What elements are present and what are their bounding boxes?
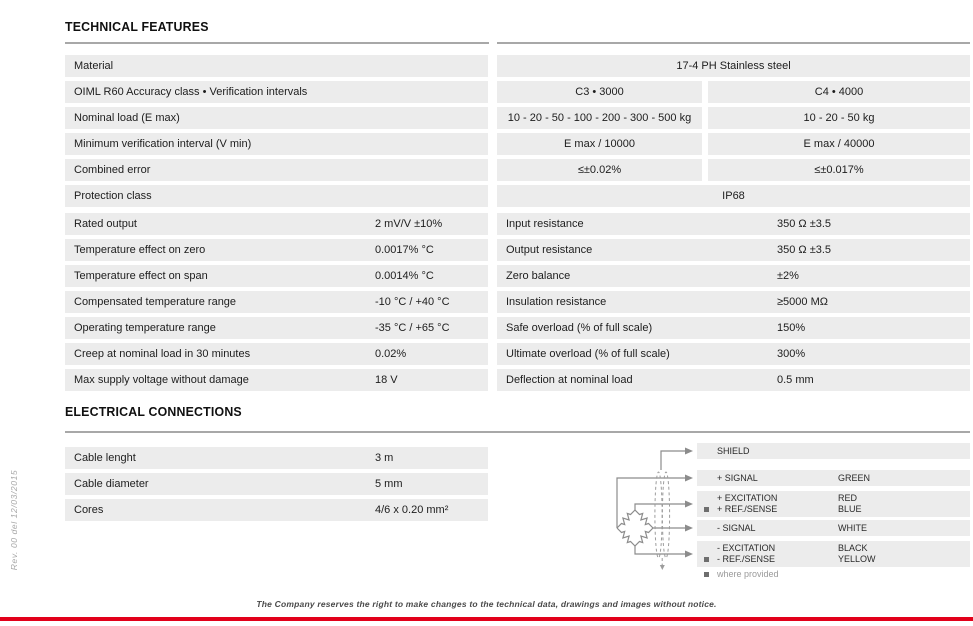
spec-label: Minimum verification interval (V min) — [65, 133, 488, 155]
param-label: Max supply voltage without damage — [74, 374, 249, 386]
wiring-label: - SIGNAL — [717, 523, 756, 533]
cable-label: Cores — [74, 504, 104, 516]
spec-value-c4: E max / 40000 — [708, 133, 970, 155]
wire-color: BLACK — [838, 543, 868, 553]
section-rule-full — [65, 431, 970, 433]
param-value: 0.0017% °C — [375, 244, 434, 256]
table-row — [65, 239, 488, 261]
where-provided-marker-icon — [704, 557, 709, 562]
param-value: -35 °C / +65 °C — [375, 322, 450, 334]
wiring-row-plus-excitation — [697, 491, 970, 517]
param-value: 350 Ω ±3.5 — [777, 244, 832, 256]
cable-value: 5 mm — [375, 478, 403, 490]
param-value: 150% — [777, 322, 806, 334]
param-value: -10 °C / +40 °C — [375, 296, 450, 308]
spec-label: OIML R60 Accuracy class • Verification intervals — [65, 81, 488, 103]
spec-value-c3: C3 • 3000 — [497, 81, 702, 103]
table-row — [65, 265, 488, 287]
electrical-connections-title: ELECTRICAL CONNECTIONS — [65, 404, 242, 419]
param-value: 0.5 mm — [777, 374, 814, 386]
param-label: Temperature effect on span — [74, 270, 208, 282]
table-row — [65, 213, 488, 235]
spec-label: Combined error — [65, 159, 488, 181]
param-label: Creep at nominal load in 30 minutes — [74, 348, 251, 360]
table-row — [497, 213, 970, 235]
spec-value-c3: E max / 10000 — [497, 133, 702, 155]
table-row — [65, 369, 488, 391]
wire-color: GREEN — [838, 473, 871, 483]
cable-value: 4/6 x 0.20 mm² — [375, 504, 449, 516]
spec-label: Protection class — [65, 185, 488, 207]
spec-value: 17-4 PH Stainless steel — [497, 55, 970, 77]
param-label: Rated output — [74, 218, 137, 230]
table-row — [65, 317, 488, 339]
param-value: ±2% — [777, 270, 799, 282]
wiring-label: + SIGNAL — [717, 473, 758, 483]
param-value: 18 V — [375, 374, 398, 386]
table-row — [497, 265, 970, 287]
wiring-label: + REF./SENSE — [717, 504, 778, 514]
param-value: 0.02% — [375, 348, 407, 360]
where-provided-marker-icon — [704, 572, 709, 577]
wiring-label: SHIELD — [717, 446, 750, 456]
cable-label: Cable diameter — [74, 478, 149, 490]
datasheet-page: TECHNICAL FEATURES Material 17-4 PH Stainless steel OIML R60 Accuracy class • Verification intervals C3 • 3000 C4 • 4000 Nominal load (E max) 10 - 20 - 50 - 100 - 200 - 300 - 500 kg 10 - 20 - 50 kg Minimum verification interval (V min) E max / 10000 E max / 40000 Combined error ≤±0.02% ≤±0.017% Protection class IP68 Rated output 2 mV/V ±10% Temperature effect on zero 0.0017% °C Temperature effect on span 0.0014% °C Compensated temperature range -10 °C / +40 °C Operating temperature range -35 °C / +65 °C Creep at nominal load in 30 minutes 0.02% Max supply voltage without damage 18 V Input resistance 350 Ω ±3.5 Output resistance 350 Ω ±3.5 Zero balance ±2% Insulation resistance ≥5000 MΩ Safe overload (% of full scale) 150% Ultimate overload (% of full scale) 300% Deflection at nominal load 0.5 mm ELECTRICAL CONNECTIONS Cable lenght 3 m Cable diameter 5 mm Cores 4/6 x 0.20 mm² SHIELD + SIGNAL GREEN + EXCITATION + REF./SENSE RED BLUE - SIGNAL WHITE - EXCITATION - REF./SENSE BLACK YELLOW where provided The Company reserves the right to make changes to the technical data, drawings and images without notice. Rev. 00 del 12/03/2015 — [0, 0, 973, 626]
param-label: Safe overload (% of full scale) — [506, 322, 653, 334]
param-value: 0.0014% °C — [375, 270, 434, 282]
wire-color: YELLOW — [838, 554, 876, 564]
technical-features-title: TECHNICAL FEATURES — [65, 19, 209, 34]
cable-label: Cable lenght — [74, 452, 136, 464]
section-rule-left — [65, 42, 489, 44]
table-row — [65, 499, 488, 521]
wire-color: WHITE — [838, 523, 867, 533]
wiring-row-minus-excitation — [697, 541, 970, 567]
section-rule-right — [497, 42, 970, 44]
table-row — [497, 343, 970, 365]
table-row — [65, 343, 488, 365]
where-provided-note — [704, 569, 779, 580]
wiring-label: - REF./SENSE — [717, 554, 776, 564]
spec-value-c4: ≤±0.017% — [708, 159, 970, 181]
param-value: 300% — [777, 348, 806, 360]
table-row — [497, 239, 970, 261]
accent-bar — [0, 617, 973, 621]
wiring-label: - EXCITATION — [717, 543, 776, 553]
param-label: Compensated temperature range — [74, 296, 237, 308]
param-value: ≥5000 MΩ — [777, 296, 828, 308]
table-row — [65, 473, 488, 495]
spec-label: Material — [65, 55, 488, 77]
wiring-label: + EXCITATION — [717, 493, 778, 503]
param-label: Insulation resistance — [506, 296, 607, 308]
param-label: Deflection at nominal load — [506, 374, 633, 386]
param-label: Output resistance — [506, 244, 593, 256]
wiring-row-plus-signal — [697, 470, 970, 486]
wire-color: RED — [838, 493, 858, 503]
wire-color: BLUE — [838, 504, 862, 514]
wiring-row-minus-signal — [697, 520, 970, 536]
param-label: Operating temperature range — [74, 322, 216, 334]
footer-disclaimer: The Company reserves the right to make changes to the technical data, drawings and images without notice. — [256, 599, 717, 609]
wiring-row-shield — [697, 443, 970, 459]
spec-label: Nominal load (E max) — [65, 107, 488, 129]
table-row — [497, 317, 970, 339]
param-label: Temperature effect on zero — [74, 244, 206, 256]
spec-value-c4: C4 • 4000 — [708, 81, 970, 103]
param-label: Ultimate overload (% of full scale) — [506, 348, 670, 360]
table-row — [497, 291, 970, 313]
spec-value: IP68 — [497, 185, 970, 207]
table-row — [65, 291, 488, 313]
note-text: where provided — [717, 569, 779, 579]
where-provided-marker-icon — [704, 507, 709, 512]
param-value: 350 Ω ±3.5 — [777, 218, 832, 230]
param-label: Input resistance — [506, 218, 584, 230]
table-row — [65, 447, 488, 469]
cable-value: 3 m — [375, 452, 394, 464]
wiring-table — [697, 443, 970, 583]
table-row — [497, 369, 970, 391]
spec-value-c4: 10 - 20 - 50 kg — [708, 107, 970, 129]
param-value: 2 mV/V ±10% — [375, 218, 443, 230]
spec-value-c3: 10 - 20 - 50 - 100 - 200 - 300 - 500 kg — [497, 107, 702, 129]
param-label: Zero balance — [506, 270, 571, 282]
wheatstone-bridge-cable-icon — [598, 438, 698, 573]
spec-value-c3: ≤±0.02% — [497, 159, 702, 181]
